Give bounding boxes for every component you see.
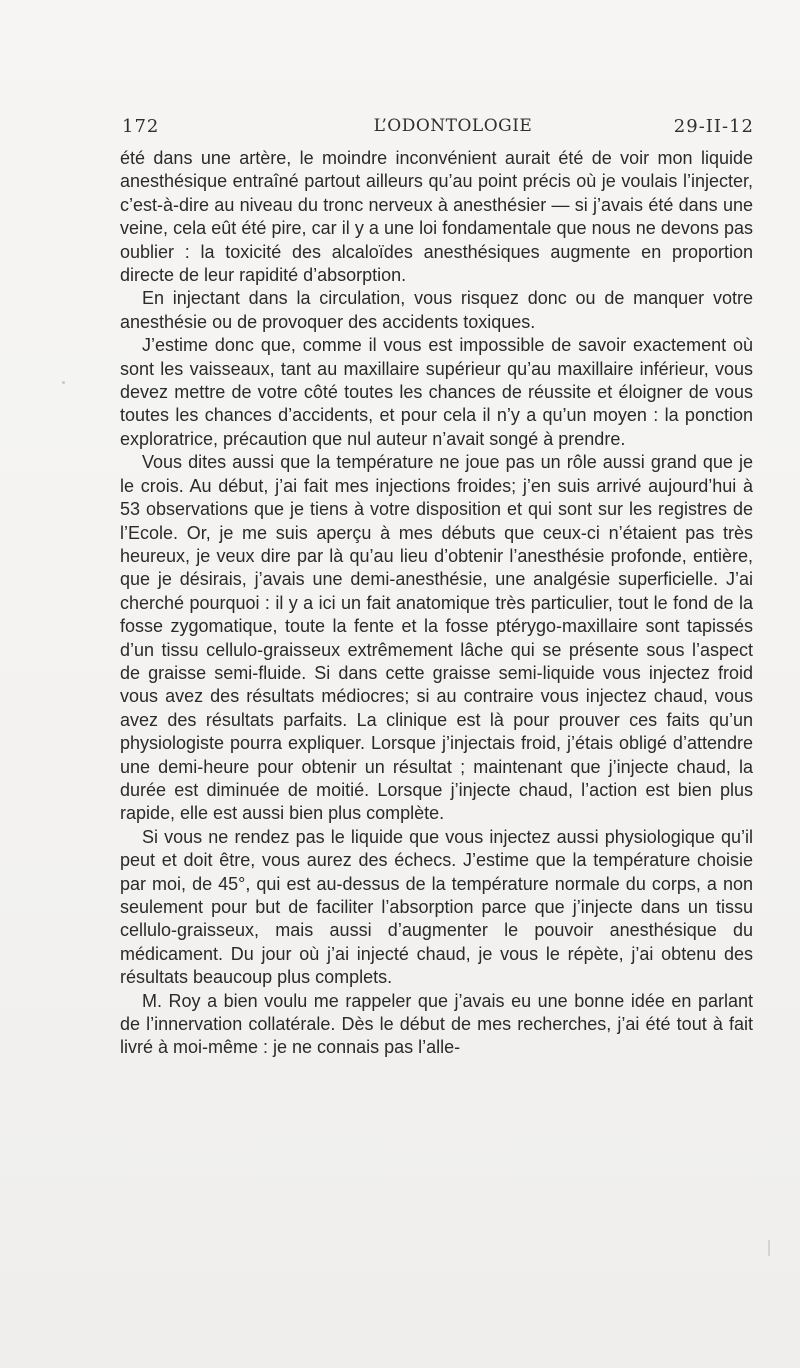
paragraph: Si vous ne rendez pas le liquide que vous injectez aussi physiologique qu’il peut et doit être, vous aurez des échecs. J’estime que la température choisie par moi, de 45°, qui est au-dessus de la température normale du corps, a non seulement pour but de faciliter l’absorption parce que j’injecte dans un tissu cellulo-graisseux, mais aussi d’augmenter le pouvoir anesthésique du médicament. Du jour où j’ai injecté chaud, je vous le répète, j’ai obtenu des résultats beaucoup plus complets. <box>120 826 753 988</box>
issue-date: 29-II-12 <box>673 116 754 137</box>
margin-speck <box>62 381 65 384</box>
page-header <box>122 116 754 140</box>
edge-mark <box>768 1240 770 1256</box>
page-number: 172 <box>122 116 160 137</box>
paragraph: M. Roy a bien voulu me rappeler que j’avais eu une bonne idée en parlant de l’innervation collatérale. Dès le début de mes recherches, j’ai été tout à fait livré à moi-même : je ne connais pas l’alle- <box>120 990 753 1058</box>
body-text <box>120 147 753 1060</box>
paragraph: En injectant dans la circulation, vous risquez donc ou de manquer votre anesthésie ou de provoquer des accidents toxiques. <box>120 288 753 332</box>
running-title: L’ODONTOLOGIE <box>373 116 533 136</box>
paragraph: J’estime donc que, comme il vous est impossible de savoir exactement où sont les vaisseaux, tant au maxillaire supérieur qu’au maxillaire inférieur, vous devez mettre de votre côté toutes les chances de réussite et éloigner de vous toutes les chances d’accidents, et pour cela il n’y a qu’un moyen : la ponction exploratrice, précaution que nul auteur n’avait songé à prendre. <box>120 335 753 449</box>
paragraph: Vous dites aussi que la température ne joue pas un rôle aussi grand que je le crois. Au début, j’ai fait mes injections froides; j’en suis arrivé aujourd’hui à 53 observations que je tiens à votre disposition et qui sont sur les registres de l’Ecole. Or, je me suis aperçu à mes débuts que ceux-ci n’étaient pas très heureux, je veux dire par là qu’au lieu d’obtenir l’anesthésie profonde, entière, que je désirais, j’avais une demi-anesthésie, une analgésie superficielle. J’ai cherché pourquoi : il y a ici un fait anatomique très particulier, tout le fond de la fosse zygomatique, toute la fente et la fosse ptérygo-maxillaire sont tapissés d’un tissu cellulo-graisseux extrêmement lâche qui se présente sous l’aspect de graisse semi-fluide. Si dans cette graisse semi-liquide vous injectez froid vous avez des résultats médiocres; si au contraire vous injectez chaud, vous avez des résultats parfaits. La clinique est là pour prouver ces faits qu’un physiologiste pourra expliquer. Lorsque j’injectais froid, j’étais obligé d’attendre une demi-heure pour obtenir un résultat ; maintenant que j’injecte chaud, la durée est diminuée de moitié. Lorsque j’injecte chaud, l’action est bien plus rapide, elle est aussi bien plus complète. <box>120 452 753 824</box>
paragraph: été dans une artère, le moindre inconvénient aurait été de voir mon liquide anesthésique entraîné partout ailleurs qu’au point précis où je voulais l’injecter, c’est-à-dire au niveau du tronc nerveux à anesthésier — si j’avais été dans une veine, cela eût été pire, car il y a une loi fondamentale que nous ne devons pas oublier : la toxicité des alcaloïdes anesthésiques augmente en proportion directe de leur rapidité d’absorption. <box>120 148 753 286</box>
